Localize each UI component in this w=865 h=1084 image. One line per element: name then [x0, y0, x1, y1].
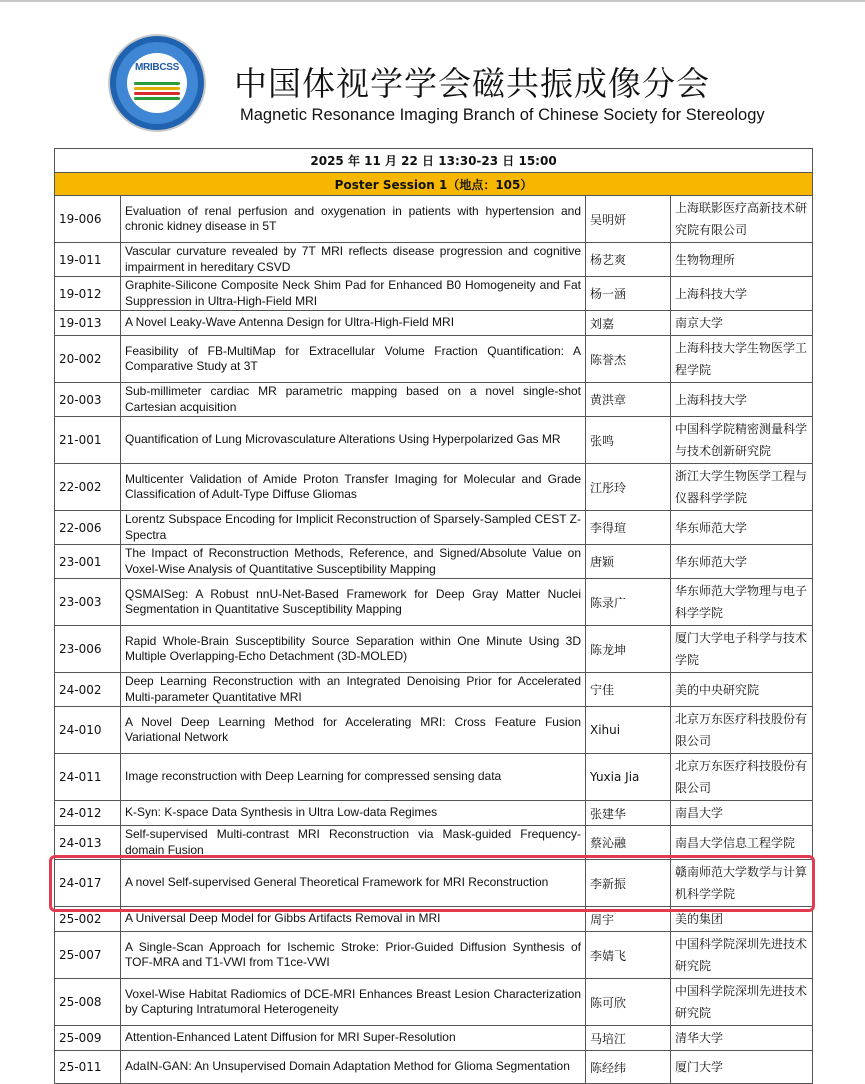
presenter-name: 李婧飞 — [586, 932, 671, 979]
presenter-affiliation: 清华大学 — [671, 1026, 813, 1051]
presenter-affiliation: 浙江大学生物医学工程与仪器科学学院 — [671, 464, 813, 511]
presenter-name: 陈龙坤 — [586, 626, 671, 673]
presenter-affiliation: 中国科学院精密测量科学与技术创新研究院 — [671, 417, 813, 464]
poster-id: 24-017 — [55, 860, 121, 907]
presenter-name: 黄洪章 — [586, 383, 671, 417]
presenter-affiliation: 美的中央研究院 — [671, 673, 813, 707]
poster-title: Voxel-Wise Habitat Radiomics of DCE-MRI Enhances Breast Lesion Characterization by Capturing Intratumoral Heterogeneity — [121, 979, 586, 1026]
table-row — [55, 336, 813, 383]
poster-title: A Novel Leaky-Wave Antenna Design for Ultra-High-Field MRI — [121, 311, 586, 336]
table-row — [55, 417, 813, 464]
presenter-affiliation: 生物物理所 — [671, 243, 813, 277]
presenter-affiliation: 南昌大学 — [671, 801, 813, 826]
poster-id: 19-006 — [55, 196, 121, 243]
poster-title: QSMAISeg: A Robust nnU-Net-Based Framework for Deep Gray Matter Nuclei Segmentation in Quantitative Susceptibility Mapping — [121, 579, 586, 626]
poster-title: The Impact of Reconstruction Methods, Reference, and Signed/Absolute Value on Voxel-Wise Analysis of Quantitative Susceptibility Mapping — [121, 545, 586, 579]
presenter-affiliation: 北京万东医疗科技股份有限公司 — [671, 707, 813, 754]
society-title-chinese: 中国体视学学会磁共振成像分会 — [234, 64, 710, 103]
poster-title: Graphite-Silicone Composite Neck Shim Pad for Enhanced B0 Homogeneity and Fat Suppression in Ultra-High-Field MRI — [121, 277, 586, 311]
logo-text: MRIBCSS — [134, 62, 179, 73]
table-row — [55, 579, 813, 626]
document-header — [0, 0, 865, 148]
presenter-name: 宁佳 — [586, 673, 671, 707]
table-row — [55, 979, 813, 1026]
presenter-name: 江彤玲 — [586, 464, 671, 511]
poster-title: Self-supervised Multi-contrast MRI Reconstruction via Mask-guided Frequency-domain Fusion — [121, 826, 586, 860]
poster-id: 24-012 — [55, 801, 121, 826]
presenter-name: 李得瑄 — [586, 511, 671, 545]
poster-title: Vascular curvature revealed by 7T MRI reflects disease progression and cognitive impairment in hereditary CSVD — [121, 243, 586, 277]
poster-id: 19-012 — [55, 277, 121, 311]
presenter-name: 陈经纬 — [586, 1051, 671, 1084]
table-row — [55, 277, 813, 311]
presenter-name: 杨艺爽 — [586, 243, 671, 277]
presenter-affiliation: 上海联影医疗高新技术研究院有限公司 — [671, 196, 813, 243]
presenter-name: 蔡沁融 — [586, 826, 671, 860]
session-date: 2025 年 11 月 22 日 13:30-23 日 15:00 — [55, 149, 813, 173]
poster-id: 24-013 — [55, 826, 121, 860]
table-row — [55, 907, 813, 932]
poster-schedule-table — [54, 148, 813, 1084]
presenter-name: Xihui — [586, 707, 671, 754]
poster-id: 25-002 — [55, 907, 121, 932]
presenter-name: 杨一涵 — [586, 277, 671, 311]
table-row — [55, 1051, 813, 1084]
table-row — [55, 1026, 813, 1051]
presenter-name: 陈录广 — [586, 579, 671, 626]
presenter-name: 张鸣 — [586, 417, 671, 464]
poster-title: AdaIN-GAN: An Unsupervised Domain Adaptation Method for Glioma Segmentation — [121, 1051, 586, 1084]
table-row — [55, 311, 813, 336]
presenter-affiliation: 上海科技大学 — [671, 383, 813, 417]
table-row — [55, 860, 813, 907]
society-logo — [110, 36, 204, 130]
table-row — [55, 826, 813, 860]
table-row — [55, 243, 813, 277]
poster-title: Evaluation of renal perfusion and oxygenation in patients with hypertension and chronic kidney disease in 5T — [121, 196, 586, 243]
table-row — [55, 707, 813, 754]
presenter-affiliation: 南京大学 — [671, 311, 813, 336]
poster-title: A Single-Scan Approach for Ischemic Stroke: Prior-Guided Diffusion Synthesis of TOF-MRA and T1-VWI from T1ce-VWI — [121, 932, 586, 979]
poster-id: 19-011 — [55, 243, 121, 277]
presenter-affiliation: 赣南师范大学数学与计算机科学学院 — [671, 860, 813, 907]
society-title-english: Magnetic Resonance Imaging Branch of Chinese Society for Stereology — [240, 106, 765, 124]
table-row — [55, 511, 813, 545]
presenter-affiliation: 中国科学院深圳先进技术研究院 — [671, 932, 813, 979]
presenter-affiliation: 厦门大学 — [671, 1051, 813, 1084]
presenter-name: 陈可欣 — [586, 979, 671, 1026]
poster-id: 25-011 — [55, 1051, 121, 1084]
presenter-affiliation: 南昌大学信息工程学院 — [671, 826, 813, 860]
poster-id: 22-006 — [55, 511, 121, 545]
table-row — [55, 626, 813, 673]
presenter-name: Yuxia Jia — [586, 754, 671, 801]
poster-id: 20-003 — [55, 383, 121, 417]
presenter-name: 周宇 — [586, 907, 671, 932]
poster-title: Feasibility of FB-MultiMap for Extracellular Volume Fraction Quantification: A Comparative Study at 3T — [121, 336, 586, 383]
date-row — [55, 149, 813, 173]
poster-title: Quantification of Lung Microvasculature Alterations Using Hyperpolarized Gas MR — [121, 417, 586, 464]
presenter-name: 吴明妍 — [586, 196, 671, 243]
table-row — [55, 932, 813, 979]
poster-title: Lorentz Subspace Encoding for Implicit Reconstruction of Sparsely-Sampled CEST Z-Spectra — [121, 511, 586, 545]
poster-id: 21-001 — [55, 417, 121, 464]
presenter-name: 马培江 — [586, 1026, 671, 1051]
presenter-affiliation: 华东师范大学 — [671, 511, 813, 545]
poster-id: 25-007 — [55, 932, 121, 979]
poster-title: Rapid Whole-Brain Susceptibility Source Separation within One Minute Using 3D Multiple Overlapping-Echo Detachment (3D-MOLED) — [121, 626, 586, 673]
table-row — [55, 673, 813, 707]
presenter-affiliation: 中国科学院深圳先进技术研究院 — [671, 979, 813, 1026]
poster-id: 24-010 — [55, 707, 121, 754]
poster-id: 24-011 — [55, 754, 121, 801]
session-row — [55, 173, 813, 196]
table-row — [55, 464, 813, 511]
presenter-name: 李新振 — [586, 860, 671, 907]
session-title: Poster Session 1（地点：105） — [55, 173, 813, 196]
presenter-name: 唐颖 — [586, 545, 671, 579]
presenter-name: 陈誉杰 — [586, 336, 671, 383]
poster-id: 23-001 — [55, 545, 121, 579]
presenter-affiliation: 华东师范大学 — [671, 545, 813, 579]
poster-id: 20-002 — [55, 336, 121, 383]
presenter-affiliation: 美的集团 — [671, 907, 813, 932]
poster-id: 22-002 — [55, 464, 121, 511]
poster-id: 19-013 — [55, 311, 121, 336]
poster-id: 25-008 — [55, 979, 121, 1026]
table-row — [55, 383, 813, 417]
presenter-affiliation: 北京万东医疗科技股份有限公司 — [671, 754, 813, 801]
presenter-affiliation: 华东师范大学物理与电子科学学院 — [671, 579, 813, 626]
presenter-name: 张建华 — [586, 801, 671, 826]
poster-title: Attention-Enhanced Latent Diffusion for MRI Super-Resolution — [121, 1026, 586, 1051]
table-row — [55, 754, 813, 801]
presenter-affiliation: 上海科技大学生物医学工程学院 — [671, 336, 813, 383]
poster-title: A Novel Deep Learning Method for Accelerating MRI: Cross Feature Fusion Variational Network — [121, 707, 586, 754]
poster-title: A Universal Deep Model for Gibbs Artifacts Removal in MRI — [121, 907, 586, 932]
poster-id: 25-009 — [55, 1026, 121, 1051]
presenter-affiliation: 厦门大学电子科学与技术学院 — [671, 626, 813, 673]
poster-title: Image reconstruction with Deep Learning for compressed sensing data — [121, 754, 586, 801]
poster-title: A novel Self-supervised General Theoretical Framework for MRI Reconstruction — [121, 860, 586, 907]
poster-id: 23-003 — [55, 579, 121, 626]
presenter-name: 刘嘉 — [586, 311, 671, 336]
presenter-affiliation: 上海科技大学 — [671, 277, 813, 311]
poster-title: Multicenter Validation of Amide Proton Transfer Imaging for Molecular and Grade Classification of Adult-Type Diffuse Gliomas — [121, 464, 586, 511]
poster-title: K-Syn: K-space Data Synthesis in Ultra Low-data Regimes — [121, 801, 586, 826]
poster-id: 24-002 — [55, 673, 121, 707]
table-row — [55, 801, 813, 826]
poster-title: Sub-millimeter cardiac MR parametric mapping based on a novel single-shot Cartesian acquisition — [121, 383, 586, 417]
table-row — [55, 196, 813, 243]
poster-title: Deep Learning Reconstruction with an Integrated Denoising Prior for Accelerated Multi-parameter Quantitative MRI — [121, 673, 586, 707]
poster-id: 23-006 — [55, 626, 121, 673]
table-row — [55, 545, 813, 579]
